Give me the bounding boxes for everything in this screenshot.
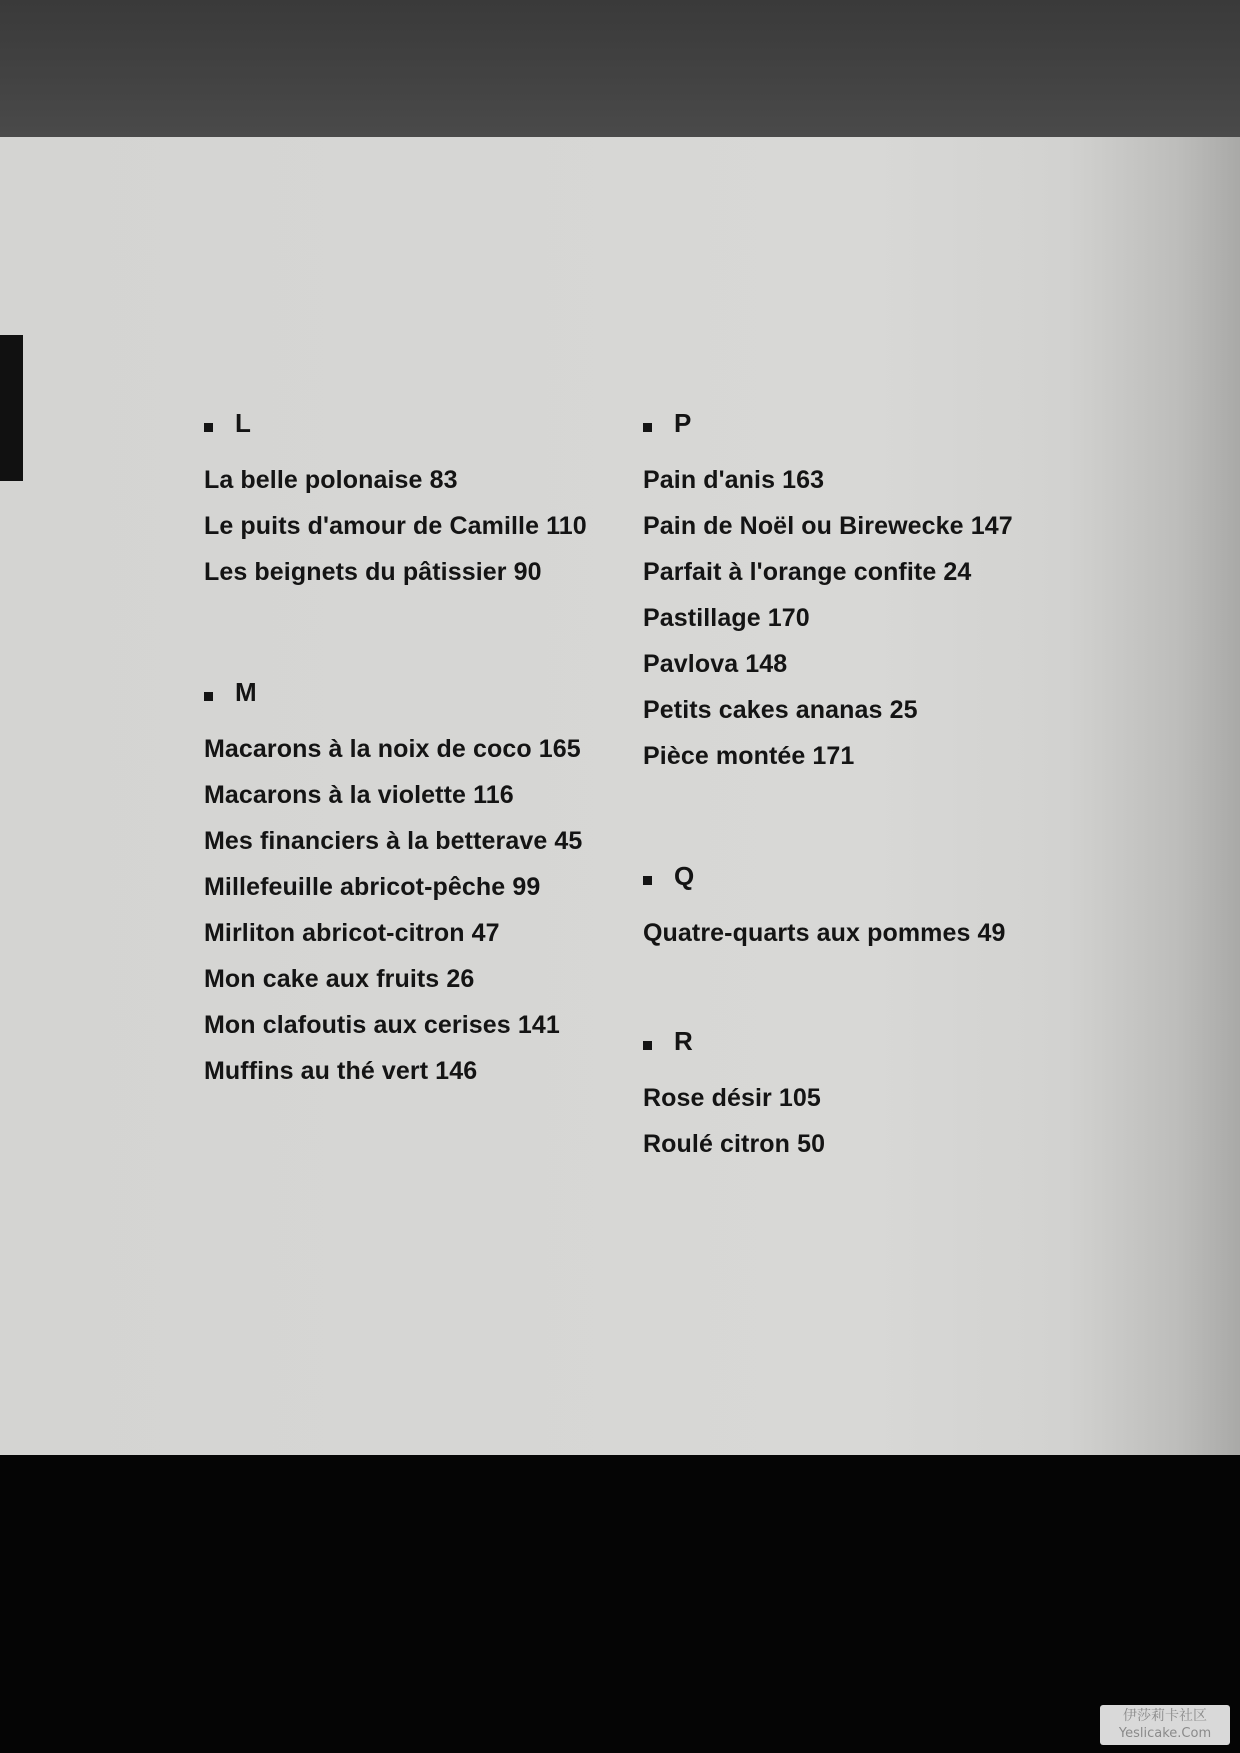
section-letter: M: [235, 676, 257, 707]
index-entry: La belle polonaise 83: [204, 466, 458, 494]
index-entry: Le puits d'amour de Camille 110: [204, 512, 587, 540]
square-bullet-icon: [643, 876, 652, 885]
section-heading: [204, 400, 604, 446]
index-entry: Pavlova 148: [643, 650, 788, 678]
section-heading: [643, 1018, 1103, 1064]
index-column-left: [204, 400, 604, 1094]
page-edge-tab: [0, 335, 23, 481]
scan-bottom-dark-band: [0, 1455, 1240, 1753]
site-watermark: [1100, 1705, 1230, 1745]
index-entry: Parfait à l'orange confite 24: [643, 558, 972, 586]
entry-list: [204, 457, 604, 595]
index-entry: Quatre-quarts aux pommes 49: [643, 919, 1006, 947]
entry-list: [643, 457, 1103, 779]
section-letter: R: [674, 1025, 693, 1056]
index-entry: Macarons à la violette 116: [204, 781, 514, 809]
index-entry: Millefeuille abricot-pêche 99: [204, 873, 541, 901]
scan-top-dark-band: [0, 0, 1240, 137]
index-section-r: [643, 1018, 1103, 1167]
section-letter: Q: [674, 860, 695, 891]
section-letter: L: [235, 407, 251, 438]
watermark-line-url: Yeslicake.Com: [1118, 1726, 1212, 1741]
section-letter: P: [674, 407, 692, 438]
index-entry: Pièce montée 171: [643, 742, 855, 770]
index-entry: Rose désir 105: [643, 1084, 821, 1112]
square-bullet-icon: [643, 1041, 652, 1050]
index-entry: Mirliton abricot-citron 47: [204, 919, 500, 947]
index-entry: Macarons à la noix de coco 165: [204, 735, 581, 763]
index-entry: Mon cake aux fruits 26: [204, 965, 475, 993]
entry-list: [643, 910, 1103, 956]
index-column-right: [643, 400, 1103, 1167]
section-heading: [643, 853, 1103, 899]
entry-list: [204, 726, 604, 1094]
index-entry: Petits cakes ananas 25: [643, 696, 918, 724]
index-entry: Mes financiers à la betterave 45: [204, 827, 583, 855]
index-section-l: [204, 400, 604, 595]
section-heading: [643, 400, 1103, 446]
index-entry: Roulé citron 50: [643, 1130, 826, 1158]
index-entry: Pain d'anis 163: [643, 466, 825, 494]
entry-list: [643, 1075, 1103, 1167]
square-bullet-icon: [204, 423, 213, 432]
square-bullet-icon: [204, 692, 213, 701]
square-bullet-icon: [643, 423, 652, 432]
watermark-line-cn: 伊莎莉卡社区: [1123, 1708, 1207, 1724]
index-entry: Pain de Noël ou Birewecke 147: [643, 512, 1013, 540]
index-entry: Les beignets du pâtissier 90: [204, 558, 542, 586]
section-heading: [204, 669, 604, 715]
index-entry: Mon clafoutis aux cerises 141: [204, 1011, 560, 1039]
index-entry: Muffins au thé vert 146: [204, 1057, 478, 1085]
index-section-p: [643, 400, 1103, 779]
index-section-q: [643, 853, 1103, 956]
index-entry: Pastillage 170: [643, 604, 810, 632]
index-section-m: [204, 669, 604, 1094]
